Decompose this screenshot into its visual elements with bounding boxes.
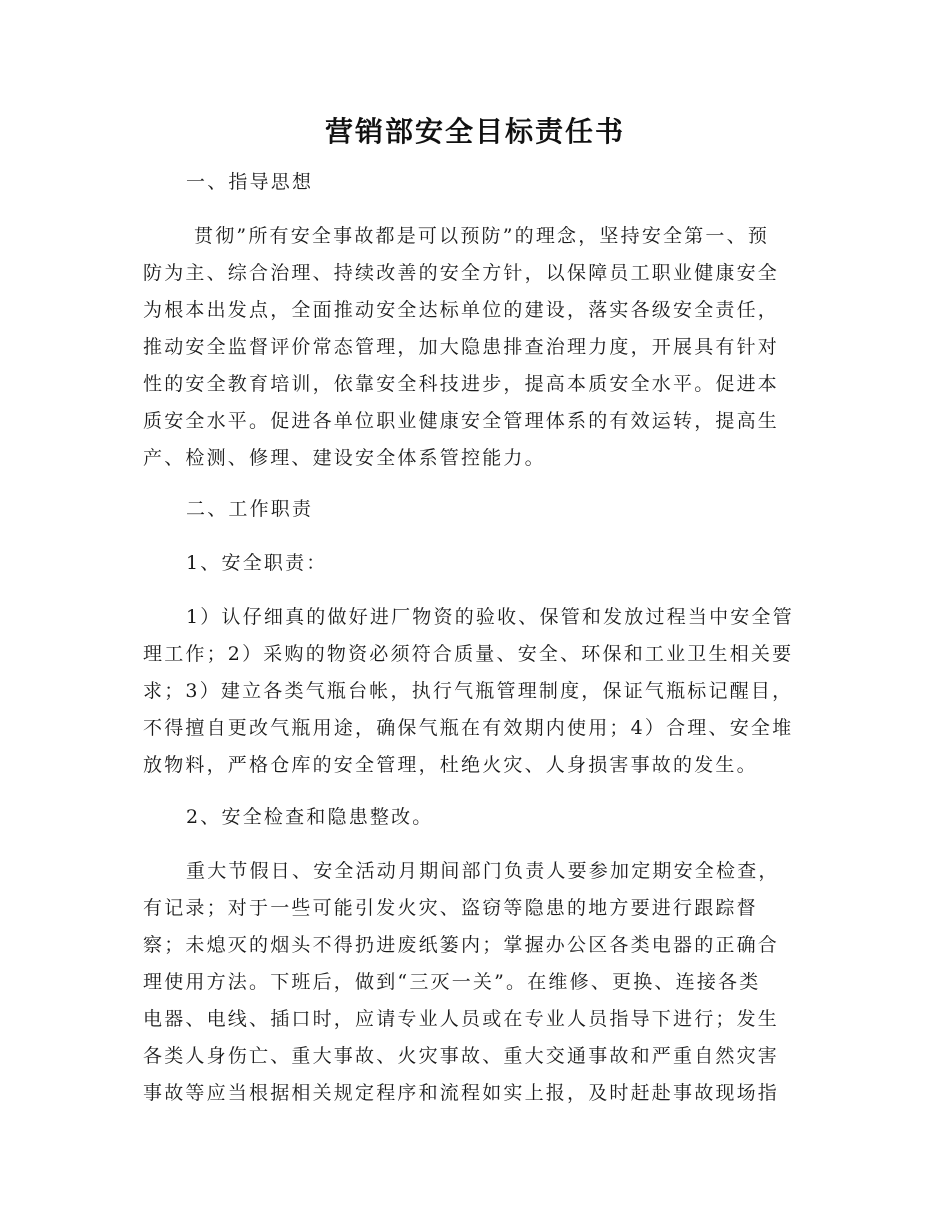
paragraph-line: 为根本出发点，全面推动安全达标单位的建设，落实各级安全责任， (143, 299, 780, 321)
subsection-heading-safety-duties: 1、安全职责： (186, 552, 328, 574)
document-title: 营销部安全目标责任书 (324, 115, 625, 148)
subsection-heading-safety-inspection: 2、安全检查和隐患整改。 (186, 806, 434, 828)
paragraph-line: 1）认仔细真的做好进厂物资的验收、保管和发放过程当中安全管 (186, 606, 794, 628)
paragraph-line: 贯彻”所有安全事故都是可以预防”的理念，坚持安全第一、预 (194, 225, 770, 247)
paragraph-line: 有记录；对于一些可能引发火灾、盗窃等隐患的地方要进行跟踪督 (143, 897, 758, 919)
paragraph-line: 理工作；2）采购的物资必须符合质量、安全、环保和工业卫生相关要 (143, 643, 794, 665)
paragraph-line: 各类人身伤亡、重大事故、火灾事故、重大交通事故和严重自然灾害 (143, 1045, 780, 1067)
paragraph-line: 质安全水平。促进各单位职业健康安全管理体系的有效运转，提高生 (143, 410, 780, 432)
paragraph-line: 产、检测、修理、建设安全体系管控能力。 (143, 447, 546, 469)
paragraph-line: 防为主、综合治理、持续改善的安全方针，以保障员工职业健康安全 (143, 262, 780, 284)
paragraph-line: 求；3）建立各类气瓶台帐，执行气瓶管理制度，保证气瓶标记醒目， (143, 680, 794, 702)
paragraph-line: 推动安全监督评价常态管理，加大隐患排查治理力度，开展具有针对 (143, 336, 780, 358)
paragraph-line: 电器、电线、插口时，应请专业人员或在专业人员指导下进行；发生 (143, 1008, 780, 1030)
paragraph-line: 重大节假日、安全活动月期间部门负责人要参加定期安全检查， (186, 860, 780, 882)
section-heading-guiding-thought: 一、指导思想 (186, 171, 314, 193)
paragraph-line: 不得擅自更改气瓶用途，确保气瓶在有效期内使用；4）合理、安全堆 (143, 717, 794, 739)
section-heading-work-duties: 二、工作职责 (186, 498, 314, 520)
paragraph-line: 放物料，严格仓库的安全管理，杜绝火灾、人身损害事故的发生。 (143, 754, 758, 776)
paragraph-line: 性的安全教育培训，依靠安全科技进步，提高本质安全水平。促进本 (143, 373, 780, 395)
paragraph-line: 理使用方法。下班后，做到“三灭一关”。在维修、更换、连接各类 (143, 971, 761, 993)
paragraph-line: 察；未熄灭的烟头不得扔进废纸篓内；掌握办公区各类电器的正确合 (143, 934, 780, 956)
paragraph-line: 事故等应当根据相关规定程序和流程如实上报，及时赶赴事故现场指 (143, 1082, 780, 1104)
